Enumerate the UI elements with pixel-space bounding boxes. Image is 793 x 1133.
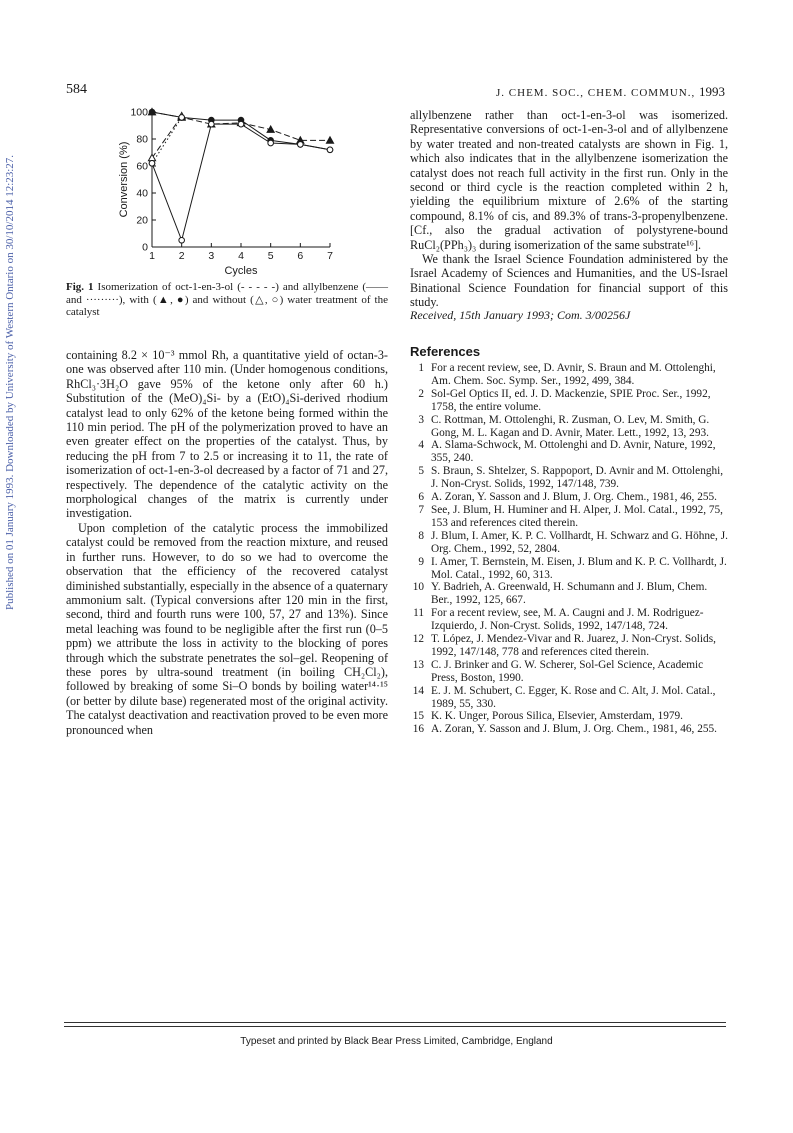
x-tick-label: 7 bbox=[327, 250, 333, 262]
reference-item bbox=[410, 388, 728, 414]
received-date: Received, 15th January 1993; Com. 3/00256J bbox=[410, 308, 631, 322]
reference-text: A. Slama-Schwock, M. Ottolenghi and D. Avnir, Nature, 1992, 355, 240. bbox=[431, 439, 716, 465]
reference-item bbox=[410, 362, 728, 388]
open-circle-marker bbox=[149, 161, 155, 167]
reference-item bbox=[410, 465, 728, 491]
x-tick-label: 1 bbox=[149, 250, 155, 262]
reference-number: 15 bbox=[412, 710, 424, 723]
reference-item bbox=[410, 491, 728, 504]
download-watermark: Published on 01 January 1993. Downloaded by University of Western Ontario on 30/10/2014 12:23:27. bbox=[4, 154, 16, 610]
x-tick-label: 4 bbox=[238, 250, 244, 262]
reference-number: 9 bbox=[418, 555, 424, 568]
series-line bbox=[152, 117, 182, 163]
reference-number: 2 bbox=[418, 387, 424, 400]
open-circle-marker bbox=[327, 147, 333, 153]
reference-text: C. Rottman, M. Ottolenghi, R. Zusman, O. Lev, M. Smith, G. Gong, M. L. Kagan and D. Avnir, Mater. Lett., 1992, 13, 293. bbox=[431, 413, 710, 439]
reference-text: A. Zoran, Y. Sasson and J. Blum, J. Org. Chem., 1981, 46, 255. bbox=[431, 491, 717, 504]
reference-text: I. Amer, T. Bernstein, M. Eisen, J. Blum and K. P. C. Vollhardt, J. Mol. Catal., 1992, 60, 313. bbox=[431, 555, 727, 581]
reference-text: K. K. Unger, Porous Silica, Elsevier, Amsterdam, 1979. bbox=[431, 710, 683, 723]
page-number: 584 bbox=[66, 82, 87, 97]
reference-number: 13 bbox=[412, 658, 424, 671]
reference-number: 1 bbox=[418, 362, 424, 374]
reference-number: 10 bbox=[412, 581, 424, 594]
reference-number: 7 bbox=[418, 503, 424, 516]
reference-text: See, J. Blum, H. Huminer and H. Alper, J. Mol. Catal., 1992, 75, 153 and references cited therein. bbox=[431, 503, 723, 529]
reference-text: J. Blum, I. Amer, K. P. C. Vollhardt, H. Schwarz and G. Höhne, J. Org. Chem., 1992, 52, 2804. bbox=[431, 529, 728, 555]
figure-caption bbox=[66, 281, 388, 319]
y-axis-title: Conversion (%) bbox=[118, 141, 130, 218]
series-line bbox=[152, 116, 182, 158]
caption-label: Fig. 1 bbox=[66, 281, 94, 293]
journal-year: 1993 bbox=[699, 84, 725, 99]
footer-rule-bottom bbox=[64, 1026, 726, 1027]
reference-number: 8 bbox=[418, 529, 424, 542]
y-tick-label: 40 bbox=[136, 187, 148, 200]
conversion-chart bbox=[112, 104, 342, 279]
reference-item bbox=[410, 439, 728, 465]
open-circle-marker bbox=[209, 121, 215, 127]
filled-triangle-marker bbox=[326, 137, 333, 143]
reference-text: T. López, J. Mendez-Vivar and R. Juarez, J. Non-Cryst. Solids, 1992, 147/148, 778 and references cited therein. bbox=[431, 633, 716, 658]
reference-text: E. J. M. Schubert, C. Egger, K. Rose and C. Alt, J. Mol. Catal., 1989, 55, 330. bbox=[431, 684, 716, 710]
reference-item bbox=[410, 607, 728, 633]
references-heading: References bbox=[410, 344, 481, 359]
x-axis-title: Cycles bbox=[224, 265, 258, 277]
y-tick-label: 80 bbox=[136, 133, 148, 146]
x-tick-label: 6 bbox=[297, 250, 304, 262]
reference-number: 11 bbox=[413, 607, 424, 620]
reference-number: 3 bbox=[418, 413, 424, 426]
reference-text: S. Braun, S. Shtelzer, S. Rappoport, D. Avnir and M. Ottolenghi, J. Non-Cryst. Solids, 1992, 147/148, 739. bbox=[431, 465, 724, 491]
running-head bbox=[496, 84, 725, 100]
reference-text: For a recent review, see, M. A. Caugni and J. M. Rodriguez-Izquierdo, J. Non-Cryst. Solids, 1992, 147/148, 724. bbox=[431, 607, 704, 633]
open-circle-marker bbox=[179, 115, 185, 121]
x-tick-label: 3 bbox=[208, 250, 215, 262]
reference-text: For a recent review, see, D. Avnir, S. Braun and M. Ottolenghi, Am. Chem. Soc. Symp. Ser., 1992, 499, 384. bbox=[431, 362, 716, 387]
reference-text: Y. Badrieh, A. Greenwald, H. Schumann and J. Blum, Chem. Ber., 1992, 125, 667. bbox=[431, 581, 708, 607]
x-tick-label: 5 bbox=[267, 250, 274, 262]
caption-text: Isomerization of oct-1-en-3-ol (- - - - -) and allylbenzene (—— and ·········), with (▲, ●) and without (△, ○) water treatment of the catalyst bbox=[66, 281, 388, 319]
reference-number: 14 bbox=[412, 684, 424, 697]
reference-item bbox=[410, 414, 728, 440]
reference-text: Sol-Gel Optics II, ed. J. D. Mackenzie, SPIE Proc. Ser., 1992, 1758, the entire volume. bbox=[431, 387, 711, 413]
reference-text: C. J. Brinker and G. W. Scherer, Sol-Gel Science, Academic Press, Boston, 1990. bbox=[431, 658, 704, 684]
acknowledgement: We thank the Israel Science Foundation administered by the Israel Academy of Sciences and Humanities, and the US-Israel Binational Science Foundation for financial support of this study. bbox=[410, 252, 728, 310]
reference-text: A. Zoran, Y. Sasson and J. Blum, J. Org. Chem., 1981, 46, 255. bbox=[431, 723, 717, 736]
printer-credit: Typeset and printed by Black Bear Press Limited, Cambridge, England bbox=[240, 1036, 553, 1047]
y-tick-label: 60 bbox=[136, 160, 148, 173]
reference-item bbox=[410, 504, 728, 530]
reference-item bbox=[410, 633, 728, 659]
reference-item bbox=[410, 556, 728, 582]
open-circle-marker bbox=[238, 121, 244, 127]
reference-item bbox=[410, 685, 728, 711]
reference-item bbox=[410, 710, 728, 723]
filled-circle-marker bbox=[149, 109, 155, 115]
open-circle-marker bbox=[179, 237, 185, 243]
reference-item bbox=[410, 530, 728, 556]
right-column bbox=[410, 108, 728, 310]
references-list bbox=[410, 362, 728, 736]
reference-number: 4 bbox=[418, 439, 424, 452]
open-triangle-marker bbox=[148, 154, 155, 160]
left-paragraph-1: containing 8.2 × 10⁻³ mmol Rh, a quantitative yield of octan-3-one was observed after 110 min. (Under homogenous conditions, RhCl₃·3H₂O gave 95% of the ketone only after 60 h.) Substitution of the (MeO)₄Si- by a (EtO)₄Si-derived rhodium catalyst lead to only 62% of the ketone being formed within the 110 min period. The pH of the polymerization proved to have an even greater effect on the properties of the catalyst. Thus, by reducing the pH from 7 to 2.5 or increasing it to 11, the rate of isomerization of oct-1-en-3-ol decreased by a factor of 71 and 27, respectively. The dependence of the catalytic activity on the morphological changes of the matrix is currently under investigation. bbox=[66, 348, 388, 521]
open-circle-marker bbox=[298, 142, 304, 148]
journal-name: J. CHEM. SOC., CHEM. COMMUN., bbox=[496, 87, 696, 99]
open-circle-marker bbox=[268, 140, 274, 146]
reference-item bbox=[410, 723, 728, 736]
reference-number: 12 bbox=[412, 633, 424, 646]
x-tick-label: 2 bbox=[178, 250, 185, 262]
y-tick-label: 0 bbox=[142, 241, 148, 254]
y-tick-label: 20 bbox=[136, 214, 148, 227]
reference-number: 6 bbox=[418, 491, 424, 504]
reference-number: 16 bbox=[412, 723, 424, 736]
y-tick-label: 100 bbox=[130, 106, 148, 119]
figure-1 bbox=[112, 104, 342, 279]
reference-item bbox=[410, 659, 728, 685]
reference-item bbox=[410, 581, 728, 607]
left-paragraph-2: Upon completion of the catalytic process the immobilized catalyst could be removed from the reaction mixture, and reused in further runs. However, to do so we had to overcome the observation that the efficiency of the recovered catalyst diminished substantially, especially in the absence of a quaternary ammonium salt. (Typical conversions after 120 min in the first, second, third and fourth runs were 100, 57, 27 and 13%). Since metal leaching was found to be negligible after the first run (0–5 ppm) we attribute the loss in activity to the blocking of pores through which the substrate penetrates the sol–gel. Reopening of these pores by ultra-sound treatment (in boiling CH₂Cl₂), followed by breaking of some Si–O bonds by boiling water¹⁴·¹⁵ (or better by dilute base) regenerated most of the original activity. The catalyst deactivation and reactivation proved to be even more pronounced when bbox=[66, 520, 388, 737]
right-paragraph-1: allylbenzene rather than oct-1-en-3-ol was isomerized. Representative conversions of oct-1-en-3-ol and of allylbenzene by water treated and non-treated catalysts are shown in Fig. 1, which also indicates that in the allylbenzene isomerization the catalyst does not reach full activity in the first run. Only in the second or third cycle is the reaction completed within 2 h, yielding the equilibrium mixture of 2.6% of the starting compound, 8.1% of cis, and 89.3% of trans-3-propenylbenzene. [Cf., also the gradual activation of polystyrene-bound RuCl₂(PPh₃)₃ during isomerization of the same substrate¹⁶]. bbox=[410, 108, 728, 252]
footer-rule-top bbox=[64, 1022, 726, 1023]
reference-number: 5 bbox=[418, 465, 424, 478]
left-column bbox=[66, 348, 388, 737]
